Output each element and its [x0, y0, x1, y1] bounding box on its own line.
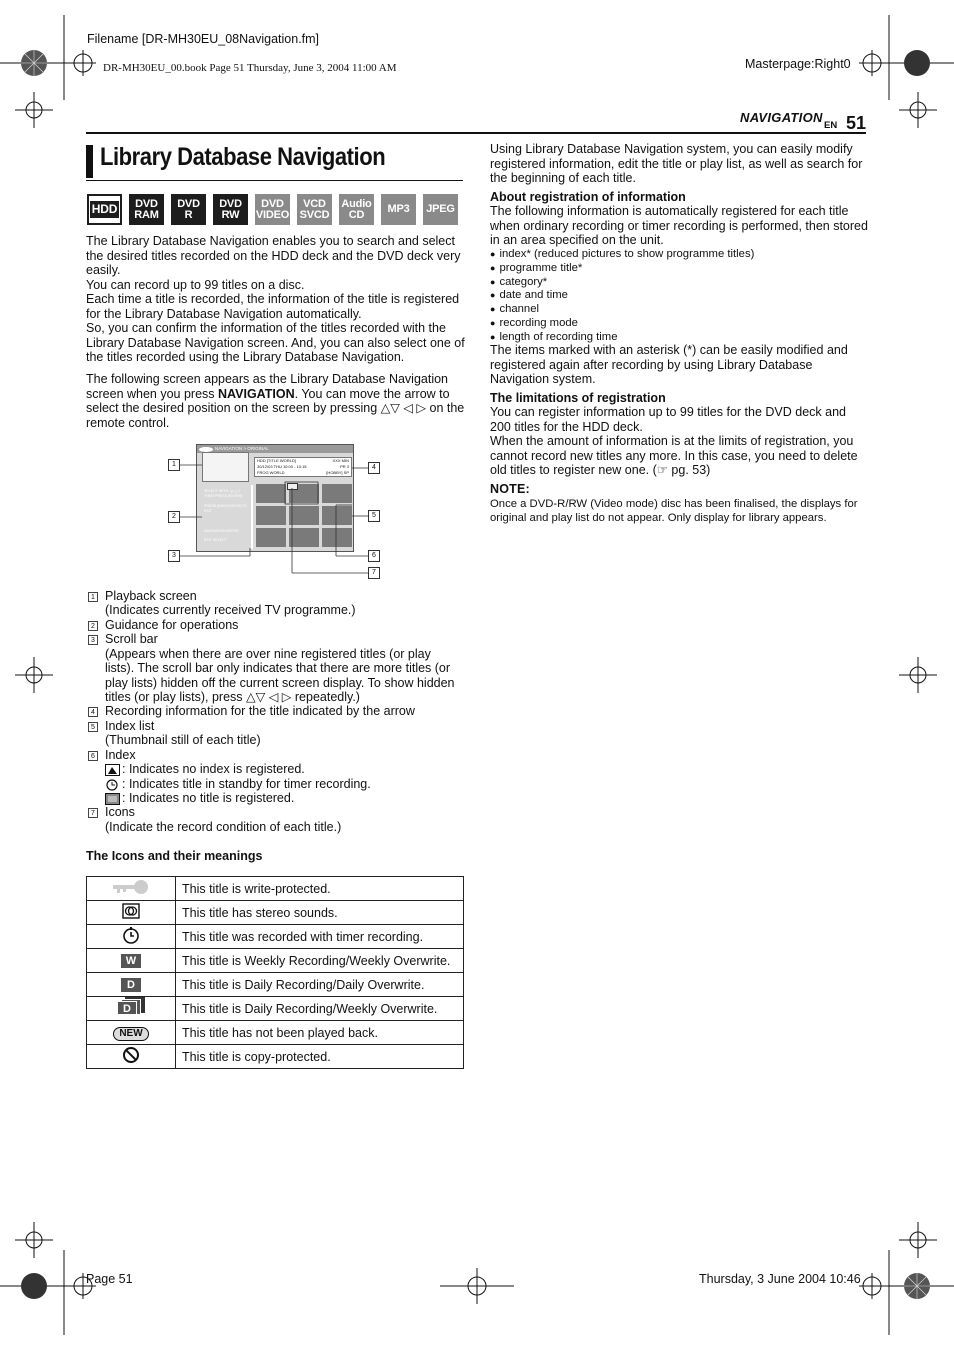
mp3-format-icon: MP3	[381, 194, 416, 225]
callout-6: 6	[368, 550, 380, 562]
legend-index-no-index: : Indicates no index is registered.	[105, 762, 305, 777]
icon-description: This title has not been played back.	[176, 1021, 464, 1045]
icon-cell	[87, 877, 176, 901]
icon-description: This title was recorded with timer recording.	[176, 925, 464, 949]
navigation-key-name: NAVIGATION	[218, 386, 295, 401]
legend-item-3-sub-4: titles (or play lists), press △▽ ◁ ▷ repeatedly.)	[105, 690, 360, 704]
callout-3: 3	[168, 550, 180, 562]
limitations-heading: The limitations of registration	[490, 391, 666, 405]
diagram-guidance: SELECT WITH ◁▷△▽ THEN PRESS [ENTER] PRESS [NAVIGATION] TO EXIT NAVIGATION ENTER EXIT SELECT	[204, 489, 247, 542]
icon-description: This title has stereo sounds.	[176, 901, 464, 925]
icon-cell	[87, 901, 176, 925]
table-row	[87, 877, 464, 901]
legend-item-4: 4 Recording information for the title indicated by the arrow	[88, 704, 415, 719]
table-row	[87, 901, 464, 925]
footer-date: Thursday, 3 June 2004 10:46	[699, 1272, 861, 1286]
daily-weekly-overwrite-icon: D	[117, 997, 145, 1017]
table-row	[87, 997, 464, 1021]
intro-paragraph-3: Each time a title is recorded, the information of the title is registered for the Library Database Navigation automatically.	[86, 292, 460, 321]
table-row	[87, 1045, 464, 1069]
legend-item-1-sub: (Indicates currently received TV programme.)	[105, 603, 356, 617]
legend-item-3: 3 Scroll bar	[88, 632, 158, 647]
callout-4: 4	[368, 462, 380, 474]
asterisk-note: The items marked with an asterisk (*) can be easily modified and registered again after recording by using Library Database Navigation system.	[490, 343, 848, 386]
legend-item-6: 6 Index	[88, 748, 136, 763]
note-heading: NOTE:	[490, 482, 530, 496]
new-icon: NEW	[113, 1027, 148, 1041]
legend-item-7-sub: (Indicate the record condition of each title.)	[105, 820, 342, 834]
icons-heading: The Icons and their meanings	[86, 849, 263, 863]
callout-7: 7	[368, 567, 380, 579]
limitations-text-2: When the amount of information is at the limits of registration, you cannot record new titles any more. In this case, you need to delete old titles to register new one. (☞ pg. 53)	[490, 434, 858, 477]
legend-item-7: 7 Icons	[88, 805, 135, 820]
list-item: ● category*	[490, 276, 870, 290]
legend-item-1: 1 Playback screen	[88, 589, 197, 604]
callout-2: 2	[168, 511, 180, 523]
weekly-overwrite-icon: W	[121, 954, 141, 968]
daily-overwrite-icon: D	[121, 978, 141, 992]
list-item: ● length of recording time	[490, 331, 870, 345]
section-running-head: NAVIGATION	[740, 110, 823, 125]
list-item: ● index* (reduced pictures to show programme titles)	[490, 248, 870, 262]
intro-paragraph-4: So, you can confirm the information of the titles recorded with the Library Database Navigation screen. And, you can also select one of the titles recorded using the Library Database Navigation.	[86, 321, 465, 364]
legend-item-5: 5 Index list	[88, 719, 154, 734]
list-item: ● programme title*	[490, 262, 870, 276]
intro-paragraph-1: The Library Database Navigation enables you to search and select the desired titles recorded on the HDD deck and the DVD deck very easily.	[86, 234, 461, 277]
screen-intro-text: The following screen appears as the Library Database Navigation screen when you press NAVIGATION. You can move the arrow to select the desired position on the screen by pressing △▽ ◁ ▷ on the remote control.	[86, 372, 465, 430]
icon-cell	[87, 997, 176, 1021]
icon-description: This title is copy-protected.	[176, 1045, 464, 1069]
registered-info-list	[490, 248, 870, 345]
diagram-info-panel: HDD [TITLE WORLD] XXX MIN 30/12/03 THU 10:00 - 10:15 PR 3 FROG WORLD [HOBBY] SP	[254, 457, 352, 477]
icon-cell	[87, 1021, 176, 1045]
vcd-svcd-format-icon: VCD SVCD	[297, 194, 332, 225]
icons-table	[86, 876, 464, 1069]
legend-item-3-sub-3: play lists) hidden off the current screen display. To show hidden	[105, 676, 455, 690]
timer-icon	[122, 926, 140, 944]
intro-paragraph-2: You can record up to 99 titles on a disc.	[86, 277, 305, 292]
dvd-r-format-icon: DVD R	[171, 194, 206, 225]
note-text: Once a DVD-R/RW (Video mode) disc has been finalised, the displays for original and play list do not appear. Only display for library appears.	[490, 498, 858, 524]
right-intro: Using Library Database Navigation system, you can easily modify registered information, edit the title or play list, as well as search for the beginning of each title.	[490, 142, 863, 185]
list-item: ● channel	[490, 303, 870, 317]
limitations-text-1: You can register information up to 99 titles for the DVD deck and 200 titles for the HDD deck.	[490, 405, 846, 434]
language-label: EN	[824, 120, 838, 131]
filename-label: Filename [DR-MH30EU_08Navigation.fm]	[87, 32, 320, 46]
about-registration-heading: About registration of information	[490, 190, 686, 204]
icon-description: This title is Weekly Recording/Weekly Overwrite.	[176, 949, 464, 973]
icon-cell	[87, 925, 176, 949]
about-registration-text: The following information is automatically registered for each title when ordinary recording or timer recording is performed, then stored in an area specified on the unit.	[490, 204, 868, 247]
key-icon	[112, 879, 150, 895]
legend-index-no-title: : Indicates no title is registered.	[105, 791, 294, 806]
callout-5: 5	[368, 510, 380, 522]
audio-cd-format-icon: Audio CD	[339, 194, 374, 225]
legend-index-timer-standby: : Indicates title in standby for timer recording.	[105, 777, 371, 792]
list-item: ● recording mode	[490, 317, 870, 331]
list-item: ● date and time	[490, 289, 870, 303]
dvd-video-format-icon: DVD VIDEO	[255, 194, 290, 225]
page-title: Library Database Navigation	[100, 143, 386, 171]
jpeg-format-icon: JPEG	[423, 194, 458, 225]
no-index-icon	[105, 764, 120, 776]
stereo-icon	[122, 903, 140, 919]
callout-1: 1	[168, 459, 180, 471]
footer-page: Page 51	[86, 1272, 133, 1286]
copy-protected-icon	[122, 1046, 140, 1064]
dvd-rw-format-icon: DVD RW	[213, 194, 248, 225]
icon-cell	[87, 973, 176, 997]
icon-description: This title is Daily Recording/Weekly Overwrite.	[176, 997, 464, 1021]
no-title-icon	[105, 793, 120, 805]
table-row	[87, 1021, 464, 1045]
icon-description: This title is Daily Recording/Daily Overwrite.	[176, 973, 464, 997]
icon-description: This title is write-protected.	[176, 877, 464, 901]
diagram-top-bar: NAVIGATION > ORIGINAL	[197, 445, 353, 453]
page-number: 51	[846, 113, 867, 133]
hdd-format-icon: HDD	[87, 194, 122, 225]
legend-item-3-sub-1: (Appears when there are over nine registered titles (or play	[105, 647, 431, 661]
book-info-line: DR-MH30EU_00.book Page 51 Thursday, June 3, 2004 11:00 AM	[103, 62, 397, 74]
dvd-ram-format-icon: DVD RAM	[129, 194, 164, 225]
timer-standby-icon	[105, 779, 120, 791]
table-row	[87, 949, 464, 973]
table-row	[87, 973, 464, 997]
icon-cell	[87, 1045, 176, 1069]
legend-item-2: 2 Guidance for operations	[88, 618, 238, 633]
masterpage-label: Masterpage:Right0	[745, 57, 851, 71]
legend-item-5-sub: (Thumbnail still of each title)	[105, 733, 261, 747]
legend-item-3-sub-2: lists). The scroll bar only indicates that there are more titles (or	[105, 661, 451, 675]
icon-cell	[87, 949, 176, 973]
table-row	[87, 925, 464, 949]
